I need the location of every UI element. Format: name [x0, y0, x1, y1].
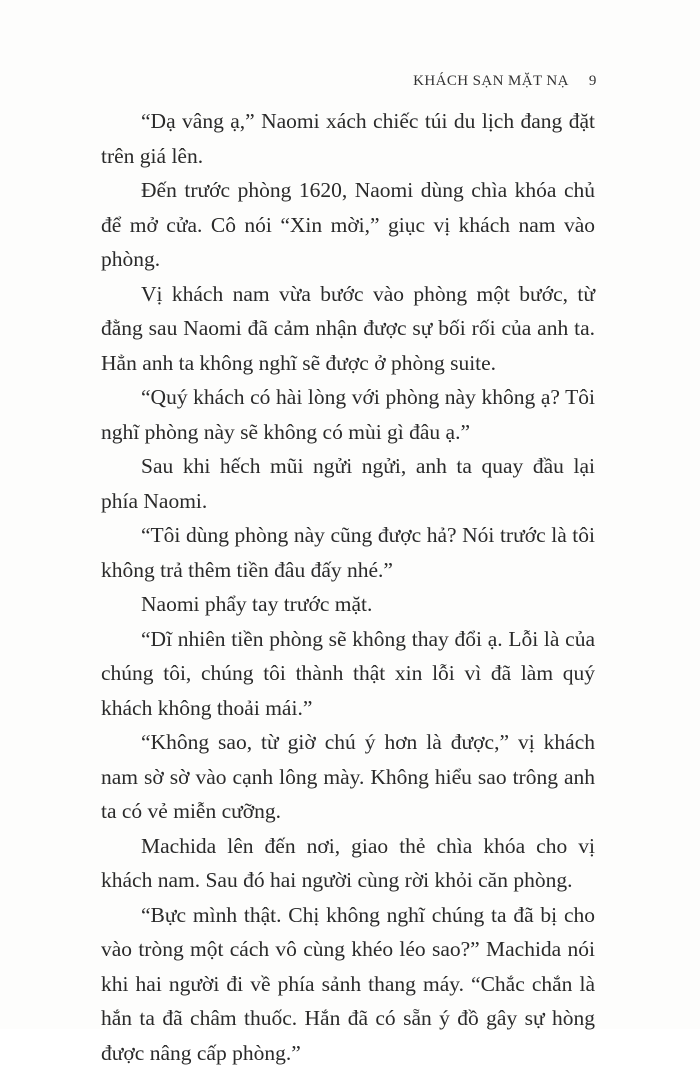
paragraph: Vị khách nam vừa bước vào phòng một bước, từ đằng sau Naomi đã cảm nhận được sự bối rối của anh ta. Hẳn anh ta không nghĩ sẽ được ở phòng suite.: [101, 277, 595, 381]
paragraph: “Tôi dùng phòng này cũng được hả? Nói trước là tôi không trả thêm tiền đâu đấy nhé.”: [101, 518, 595, 587]
paragraph: Đến trước phòng 1620, Naomi dùng chìa khóa chủ để mở cửa. Cô nói “Xin mời,” giục vị khách nam vào phòng.: [101, 173, 595, 277]
paragraph: Machida lên đến nơi, giao thẻ chìa khóa cho vị khách nam. Sau đó hai người cùng rời khỏi căn phòng.: [101, 829, 595, 898]
book-title: KHÁCH SẠN MẶT NẠ: [413, 73, 569, 90]
page-number: 9: [589, 73, 597, 90]
paragraph: Naomi phẩy tay trước mặt.: [101, 587, 595, 622]
paragraph: “Quý khách có hài lòng với phòng này không ạ? Tôi nghĩ phòng này sẽ không có mùi gì đâu ạ.”: [101, 380, 595, 449]
paragraph: Sau khi hếch mũi ngửi ngửi, anh ta quay đầu lại phía Naomi.: [101, 449, 595, 518]
body-text: [101, 104, 595, 1070]
running-header: [413, 73, 597, 90]
paragraph: “Dĩ nhiên tiền phòng sẽ không thay đổi ạ. Lỗi là của chúng tôi, chúng tôi thành thật xin lỗi vì đã làm quý khách không thoải mái.”: [101, 622, 595, 726]
paragraph: “Bực mình thật. Chị không nghĩ chúng ta đã bị cho vào tròng một cách vô cùng khéo léo sao?” Machida nói khi hai người đi về phía sảnh thang máy. “Chắc chắn là hắn ta đã châm thuốc. Hắn đã có sẵn ý đồ gây sự hòng được nâng cấp phòng.”: [101, 898, 595, 1070]
paragraph: “Dạ vâng ạ,” Naomi xách chiếc túi du lịch đang đặt trên giá lên.: [101, 104, 595, 173]
paragraph: “Không sao, từ giờ chú ý hơn là được,” vị khách nam sờ sờ vào cạnh lông mày. Không hiểu sao trông anh ta có vẻ miễn cưỡng.: [101, 725, 595, 829]
